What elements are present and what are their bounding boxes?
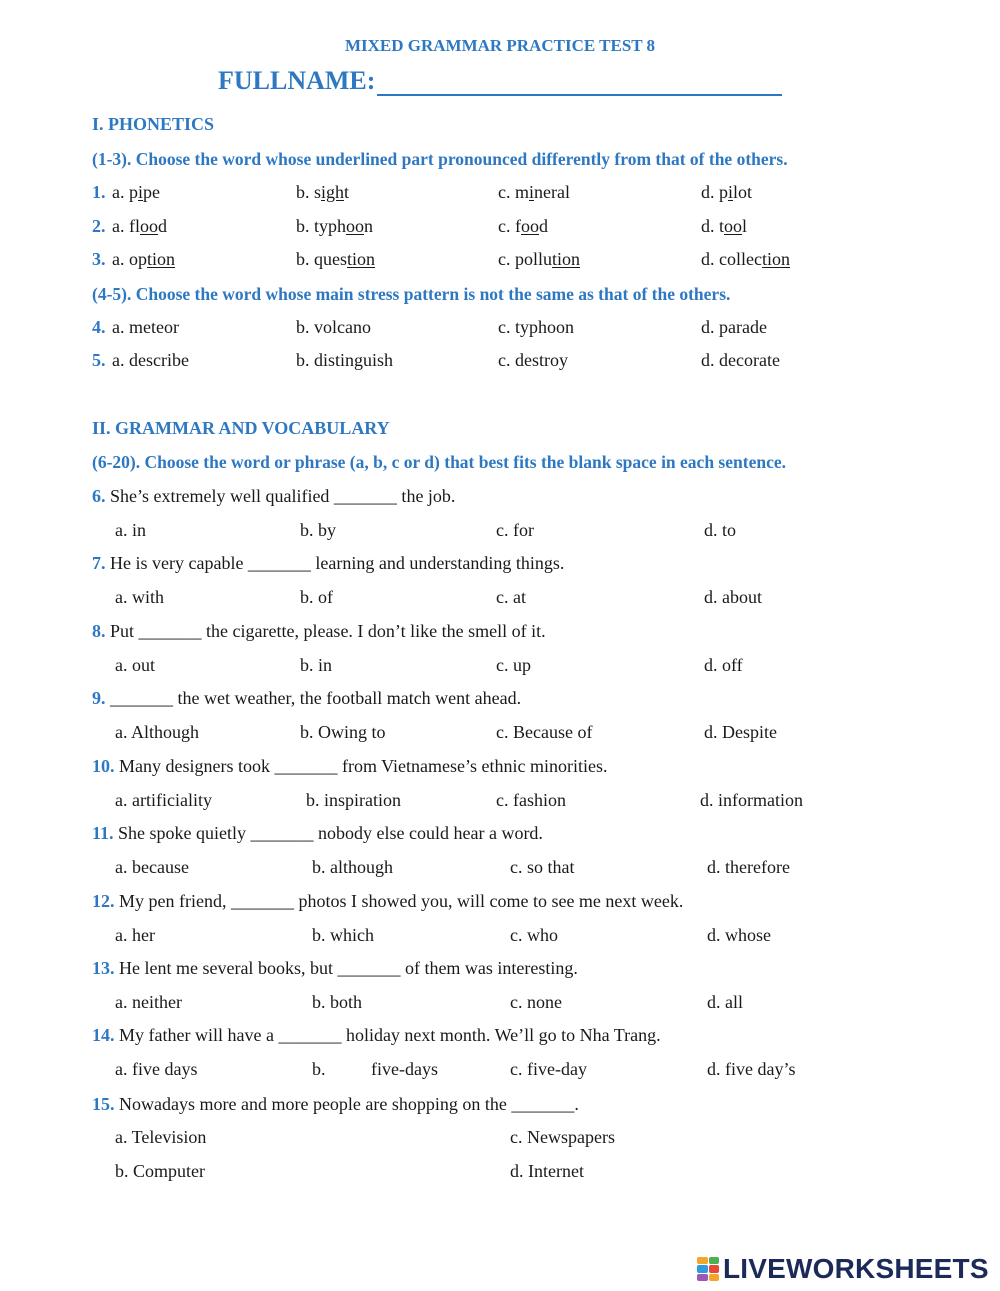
answer-option[interactable]: c. destroy xyxy=(498,350,568,370)
underlined-part: oo xyxy=(346,216,365,236)
option-text-end: d xyxy=(538,216,548,236)
answer-option[interactable]: b. volcano xyxy=(296,317,371,337)
question-sentence: Nowadays more and more people are shopping on the _______. xyxy=(119,1094,579,1114)
answer-option[interactable]: a. describe xyxy=(112,350,189,370)
question-number: 13. xyxy=(92,958,115,978)
option-text-start: b. s xyxy=(296,182,322,202)
option-text-start: c. f xyxy=(498,216,521,236)
answer-option[interactable]: b. which xyxy=(312,925,374,945)
answer-option[interactable] xyxy=(112,216,167,237)
question-number: 7. xyxy=(92,553,106,573)
question-text xyxy=(92,621,546,642)
question-number: 4. xyxy=(92,317,106,337)
underlined-part: oo xyxy=(520,216,539,236)
question-text xyxy=(92,486,455,507)
answer-option[interactable]: a. meteor xyxy=(112,317,179,337)
question-text xyxy=(92,1025,661,1046)
answer-option[interactable]: b. by xyxy=(300,520,336,540)
option-text-end: t xyxy=(344,182,350,202)
answer-option[interactable]: d. all xyxy=(707,992,743,1012)
answer-option[interactable]: a. with xyxy=(115,587,164,607)
underlined-part: igh xyxy=(321,182,345,202)
answer-option[interactable]: b. inspiration xyxy=(306,790,401,810)
answer-option[interactable]: a. her xyxy=(115,925,155,945)
instruction-1-3: (1-3). Choose the word whose underlined part pronounced differently from that of the others. xyxy=(92,149,788,169)
answer-option[interactable]: c. typhoon xyxy=(498,317,574,337)
answer-option[interactable] xyxy=(498,249,580,270)
option-text-start: c. pollu xyxy=(498,249,552,269)
answer-option[interactable]: d. to xyxy=(704,520,737,540)
answer-option[interactable]: d. therefore xyxy=(707,857,790,877)
question-sentence: My pen friend, _______ photos I showed you, will come to see me next week. xyxy=(119,891,684,911)
answer-option[interactable]: d. five day’s xyxy=(707,1059,796,1079)
question-text xyxy=(92,553,564,574)
question-text xyxy=(92,1094,579,1115)
question-sentence: She spoke quietly _______ nobody else could hear a word. xyxy=(118,823,543,843)
underlined-part: tion xyxy=(347,249,376,269)
underlined-part: oo xyxy=(139,216,158,236)
question-number: 14. xyxy=(92,1025,115,1045)
option-text-end: pe xyxy=(143,182,161,202)
answer-option[interactable]: c. for xyxy=(496,520,534,540)
question-number: 8. xyxy=(92,621,106,641)
question-sentence: _______ the wet weather, the football match went ahead. xyxy=(110,688,522,708)
fullname-label: FULLNAME: xyxy=(218,66,376,95)
answer-option[interactable]: d. about xyxy=(704,587,762,607)
question-number: 9. xyxy=(92,688,106,708)
answer-option[interactable] xyxy=(296,182,349,203)
answer-option[interactable]: a. artificiality xyxy=(115,790,212,810)
question-number: 10. xyxy=(92,756,115,776)
question-sentence: Many designers took _______ from Vietnamese’s ethnic minorities. xyxy=(119,756,608,776)
fullname-field[interactable] xyxy=(218,66,782,96)
answer-option[interactable]: c. five-day xyxy=(510,1059,587,1079)
section-heading-grammar: II. GRAMMAR AND VOCABULARY xyxy=(92,418,390,438)
question-text xyxy=(92,756,608,777)
answer-option[interactable]: c. Newspapers xyxy=(510,1127,615,1147)
option-text-start: b. ques xyxy=(296,249,347,269)
answer-option[interactable]: c. up xyxy=(496,655,531,675)
fullname-blank-line[interactable] xyxy=(377,66,782,96)
option-text-start: a. op xyxy=(112,249,147,269)
option-text-end: d xyxy=(157,216,167,236)
answer-option[interactable] xyxy=(498,216,548,237)
underlined-part: i xyxy=(728,182,734,202)
answer-option[interactable]: a. in xyxy=(115,520,146,540)
answer-option[interactable]: five-days xyxy=(371,1059,438,1079)
option-text-end: lot xyxy=(733,182,753,202)
answer-option[interactable]: c. so that xyxy=(510,857,575,877)
liveworksheets-logo xyxy=(697,1254,989,1284)
answer-option[interactable]: b. although xyxy=(312,857,393,877)
answer-option[interactable]: b. Owing to xyxy=(300,722,386,742)
option-text-end: l xyxy=(742,216,748,236)
answer-option[interactable]: b. in xyxy=(300,655,333,675)
question-number: 11. xyxy=(92,823,114,843)
answer-option[interactable] xyxy=(112,249,175,270)
answer-option[interactable]: c. who xyxy=(510,925,558,945)
answer-option[interactable]: d. Internet xyxy=(510,1161,584,1181)
underlined-part: i xyxy=(529,182,535,202)
question-number: 3. xyxy=(92,249,106,269)
question-text xyxy=(92,958,578,979)
option-text-start: d. t xyxy=(701,216,725,236)
underlined-part: oo xyxy=(724,216,743,236)
answer-option[interactable] xyxy=(296,216,373,237)
answer-option[interactable]: a. Although xyxy=(115,722,199,742)
question-number: 15. xyxy=(92,1094,115,1114)
answer-option[interactable]: d. whose xyxy=(707,925,771,945)
answer-option[interactable] xyxy=(701,249,790,270)
answer-option[interactable]: a. because xyxy=(115,857,189,877)
question-sentence: He lent me several books, but _______ of them was interesting. xyxy=(119,958,578,978)
question-number: 1. xyxy=(92,182,106,202)
answer-option[interactable]: d. decorate xyxy=(701,350,780,370)
option-text-start: c. m xyxy=(498,182,529,202)
answer-option[interactable]: b. xyxy=(312,1059,326,1079)
answer-option[interactable]: b. distinguish xyxy=(296,350,394,370)
question-number: 5. xyxy=(92,350,106,370)
answer-option[interactable] xyxy=(296,249,375,270)
logo-icon xyxy=(697,1257,719,1281)
answer-option[interactable]: b. both xyxy=(312,992,363,1012)
answer-option[interactable]: a. five days xyxy=(115,1059,198,1079)
question-sentence: He is very capable _______ learning and understanding things. xyxy=(110,553,565,573)
answer-option[interactable]: d. information xyxy=(700,790,803,810)
instruction-6-20: (6-20). Choose the word or phrase (a, b, c or d) that best fits the blank space in each sentence. xyxy=(92,452,786,472)
answer-option[interactable]: d. Despite xyxy=(704,722,777,742)
question-sentence: My father will have a _______ holiday next month. We’ll go to Nha Trang. xyxy=(119,1025,661,1045)
answer-option[interactable] xyxy=(498,182,570,203)
question-text xyxy=(92,688,521,709)
worksheet-title: MIXED GRAMMAR PRACTICE TEST 8 xyxy=(344,36,656,55)
answer-option[interactable]: a. neither xyxy=(115,992,182,1012)
option-text-start: a. fl xyxy=(112,216,140,236)
logo-text: LIVEWORKSHEETS xyxy=(723,1253,989,1284)
instruction-4-5: (4-5). Choose the word whose main stress pattern is not the same as that of the others. xyxy=(92,284,731,304)
answer-option[interactable] xyxy=(701,216,747,237)
answer-option[interactable]: c. Because of xyxy=(496,722,593,742)
answer-option[interactable] xyxy=(112,182,160,203)
underlined-part: tion xyxy=(552,249,581,269)
question-sentence: Put _______ the cigarette, please. I don’t like the smell of it. xyxy=(110,621,546,641)
underlined-part: tion xyxy=(761,249,790,269)
question-text xyxy=(92,891,683,912)
option-text-end: n xyxy=(364,216,374,236)
question-number: 2. xyxy=(92,216,106,236)
answer-option[interactable]: c. fashion xyxy=(496,790,566,810)
underlined-part: i xyxy=(138,182,144,202)
question-number: 12. xyxy=(92,891,115,911)
answer-option[interactable]: b. of xyxy=(300,587,333,607)
option-text-start: d. collec xyxy=(701,249,762,269)
answer-option[interactable] xyxy=(701,182,752,203)
option-text-start: a. p xyxy=(112,182,138,202)
question-sentence: She’s extremely well qualified _______ the job. xyxy=(110,486,456,506)
section-heading-phonetics: I. PHONETICS xyxy=(92,114,215,134)
answer-option[interactable]: d. parade xyxy=(701,317,767,337)
answer-option[interactable]: c. none xyxy=(510,992,562,1012)
answer-option[interactable]: c. at xyxy=(496,587,526,607)
option-text-end: neral xyxy=(534,182,570,202)
option-text-start: d. p xyxy=(701,182,728,202)
answer-option[interactable]: a. out xyxy=(115,655,155,675)
question-text xyxy=(92,823,543,844)
answer-option[interactable]: b. Computer xyxy=(115,1161,205,1181)
answer-option[interactable]: d. off xyxy=(704,655,743,675)
answer-option[interactable]: a. Television xyxy=(115,1127,207,1147)
underlined-part: tion xyxy=(147,249,176,269)
question-number: 6. xyxy=(92,486,106,506)
option-text-start: b. typh xyxy=(296,216,347,236)
